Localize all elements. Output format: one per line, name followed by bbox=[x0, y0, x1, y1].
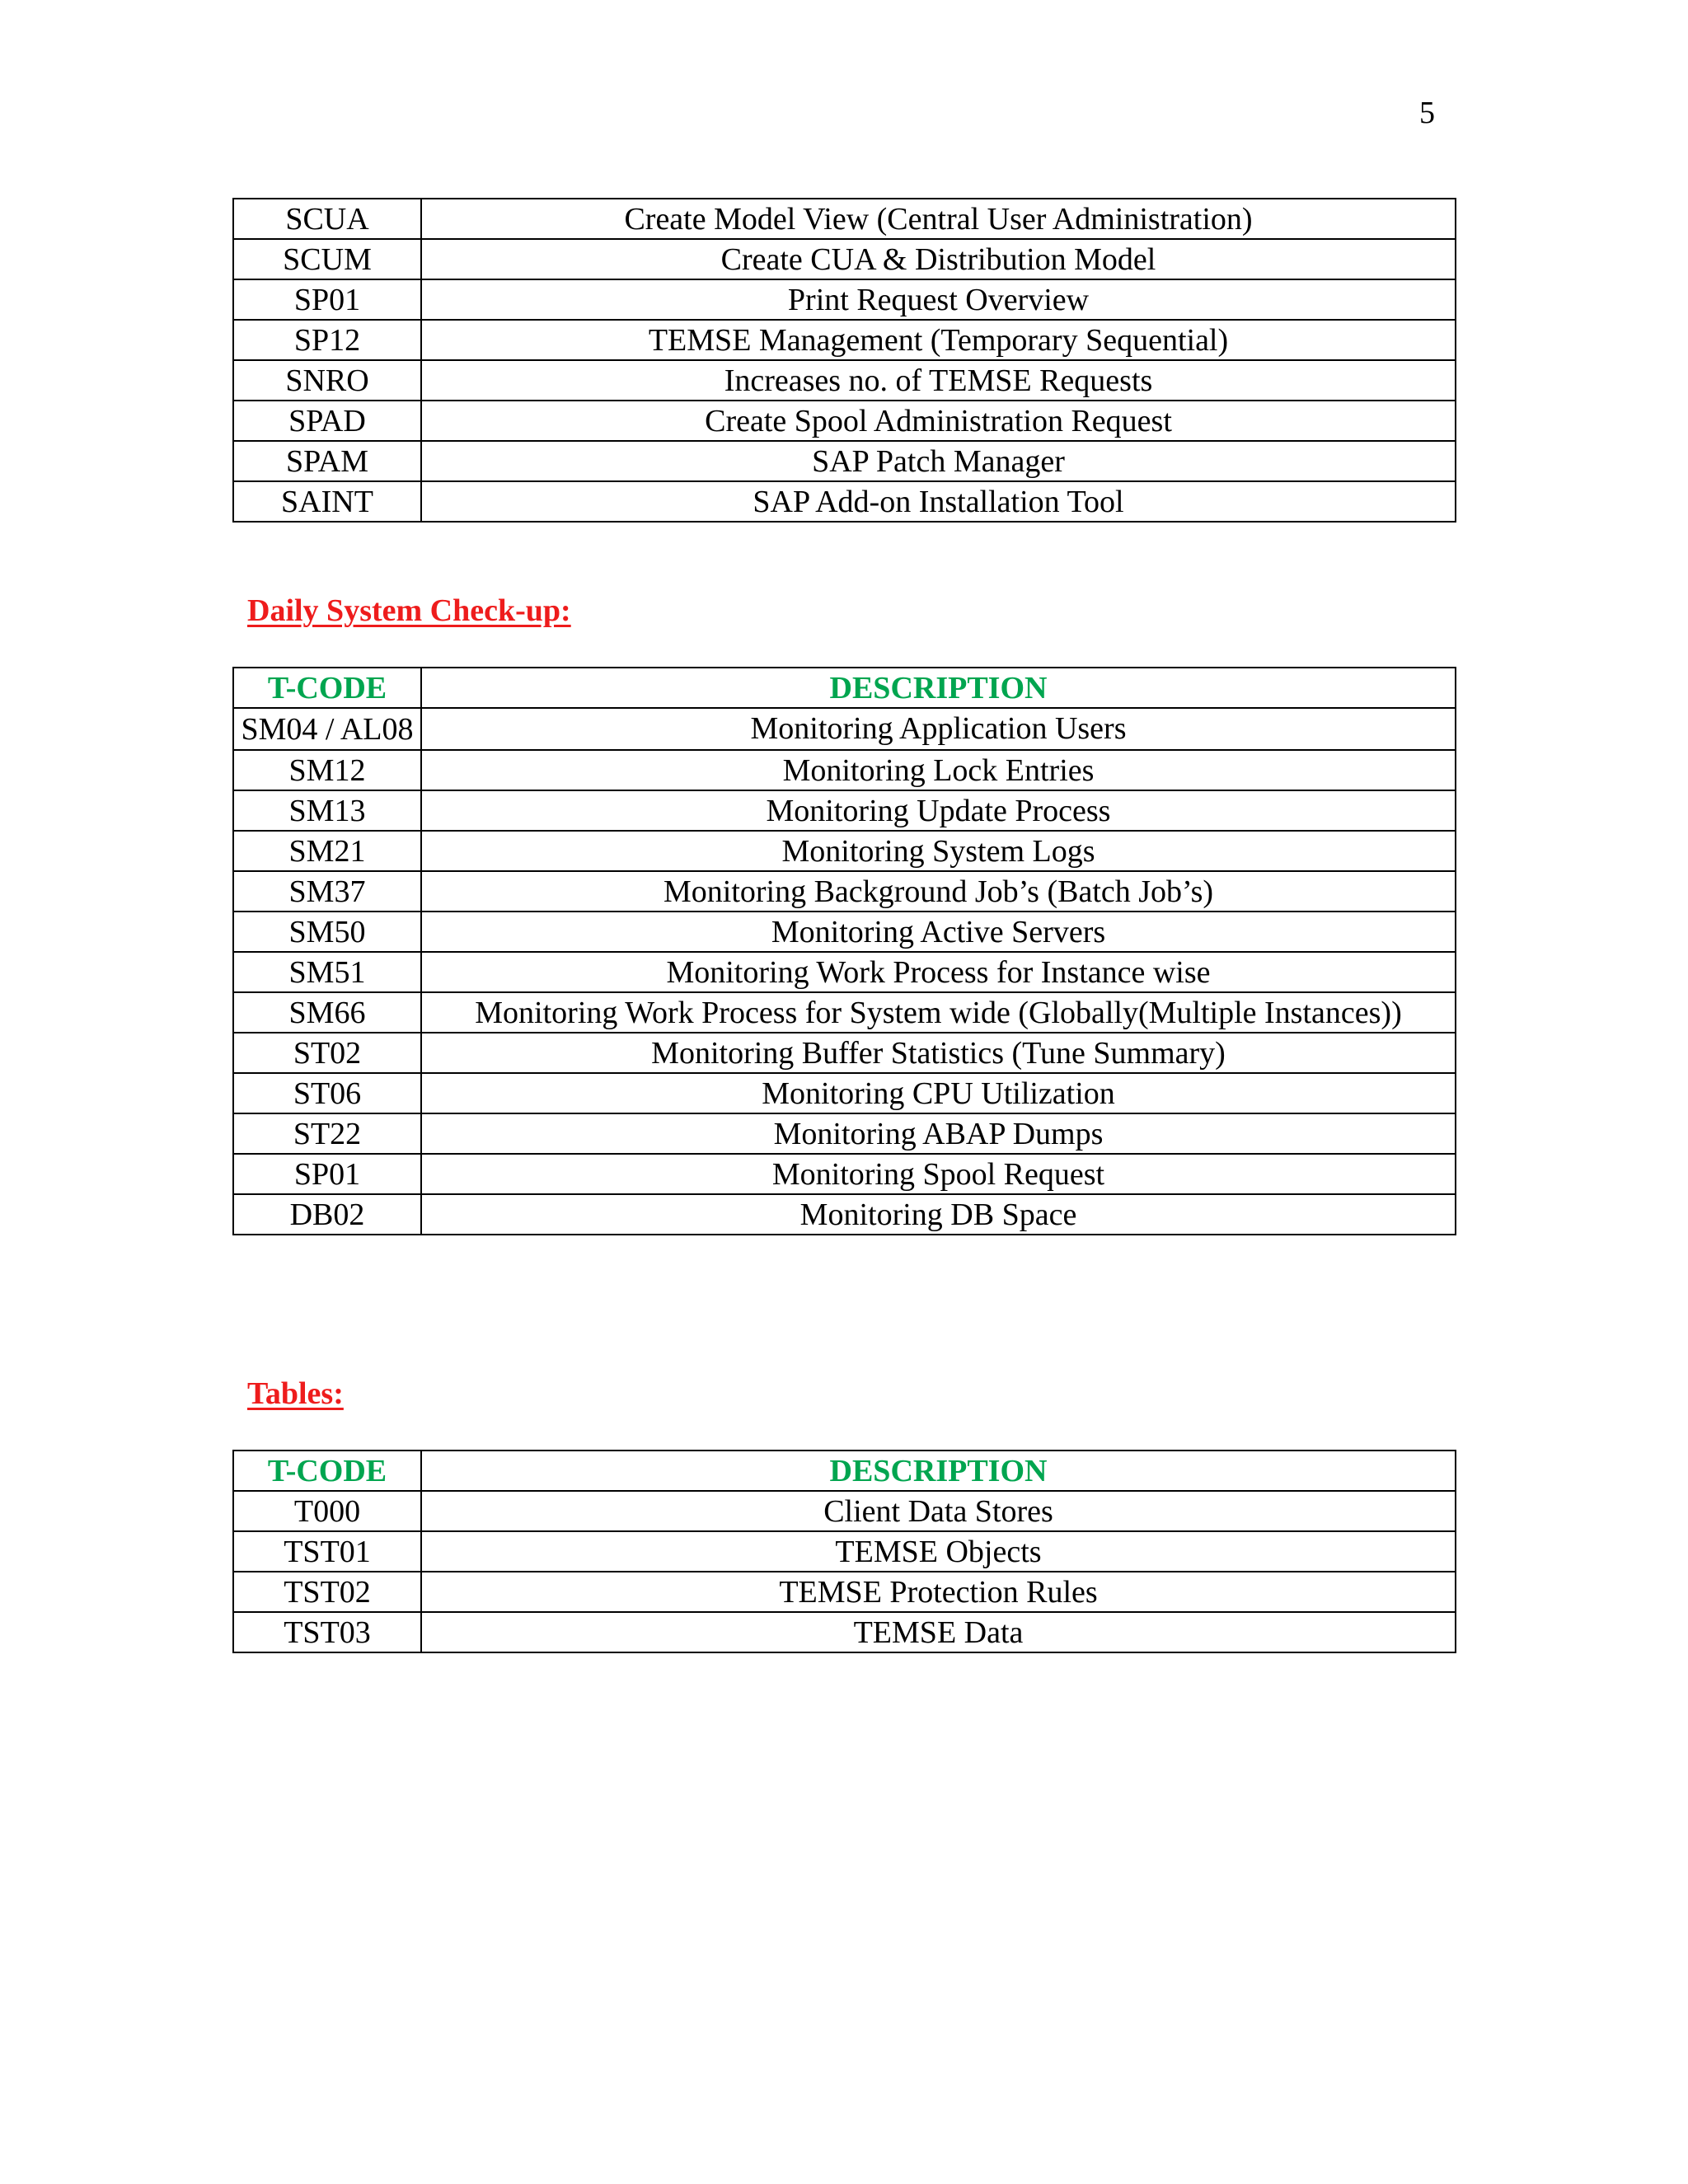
description-cell: Monitoring Spool Request bbox=[421, 1154, 1456, 1194]
table-row bbox=[233, 320, 1456, 360]
page-number: 5 bbox=[1419, 96, 1435, 130]
tcode-cell: ST06 bbox=[233, 1073, 421, 1113]
description-cell: Monitoring DB Space bbox=[421, 1194, 1456, 1235]
tcode-cell: SM37 bbox=[233, 871, 421, 912]
description-cell: Monitoring Background Job’s (Batch Job’s) bbox=[421, 871, 1456, 912]
table-row bbox=[233, 1531, 1456, 1572]
description-cell: Monitoring Lock Entries bbox=[421, 750, 1456, 790]
description-cell: Client Data Stores bbox=[421, 1491, 1456, 1531]
table-row bbox=[233, 790, 1456, 831]
tcode-cell: SCUM bbox=[233, 239, 421, 279]
table-row bbox=[233, 1033, 1456, 1073]
tcode-cell: SM51 bbox=[233, 952, 421, 992]
table-row bbox=[233, 952, 1456, 992]
tcode-cell: SAINT bbox=[233, 481, 421, 522]
description-cell: TEMSE Protection Rules bbox=[421, 1572, 1456, 1612]
description-cell: Monitoring Active Servers bbox=[421, 912, 1456, 952]
description-cell: SAP Patch Manager bbox=[421, 441, 1456, 481]
tcode-cell: TST01 bbox=[233, 1531, 421, 1572]
description-cell: Monitoring Work Process for System wide (Globally(Multiple Instances)) bbox=[421, 992, 1456, 1033]
table-row bbox=[233, 239, 1456, 279]
tcode-cell: SP01 bbox=[233, 1154, 421, 1194]
table-row bbox=[233, 401, 1456, 441]
table-row bbox=[233, 1073, 1456, 1113]
tcode-cell: SM50 bbox=[233, 912, 421, 952]
description-cell: Monitoring System Logs bbox=[421, 831, 1456, 871]
description-cell: TEMSE Objects bbox=[421, 1531, 1456, 1572]
tcode-cell: T000 bbox=[233, 1491, 421, 1531]
admin-tcode-table bbox=[232, 198, 1456, 523]
tcode-cell: SM04 / AL08 bbox=[233, 708, 421, 750]
description-cell: Monitoring Application Users bbox=[421, 708, 1456, 750]
description-cell: TEMSE Management (Temporary Sequential) bbox=[421, 320, 1456, 360]
description-cell: Monitoring CPU Utilization bbox=[421, 1073, 1456, 1113]
description-cell: SAP Add-on Installation Tool bbox=[421, 481, 1456, 522]
table-row bbox=[233, 1154, 1456, 1194]
table-row bbox=[233, 992, 1456, 1033]
tcode-cell: ST02 bbox=[233, 1033, 421, 1073]
table-row bbox=[233, 199, 1456, 239]
table-row bbox=[233, 750, 1456, 790]
description-cell: Monitoring ABAP Dumps bbox=[421, 1113, 1456, 1154]
daily-checkup-heading: Daily System Check-up: bbox=[247, 593, 571, 628]
table-row bbox=[233, 279, 1456, 320]
tcode-cell: SPAD bbox=[233, 401, 421, 441]
tcode-cell: SM13 bbox=[233, 790, 421, 831]
description-cell: Monitoring Update Process bbox=[421, 790, 1456, 831]
tcode-cell: SM21 bbox=[233, 831, 421, 871]
tcode-cell: TST03 bbox=[233, 1612, 421, 1652]
tcode-header: T-CODE bbox=[233, 668, 421, 708]
description-cell: Create Model View (Central User Administration) bbox=[421, 199, 1456, 239]
tcode-cell: SP12 bbox=[233, 320, 421, 360]
daily-checkup-table bbox=[232, 667, 1456, 1235]
table-row bbox=[233, 481, 1456, 522]
description-header: DESCRIPTION bbox=[421, 668, 1456, 708]
sap-tables-table bbox=[232, 1450, 1456, 1653]
tcode-cell: SM66 bbox=[233, 992, 421, 1033]
tcode-cell: ST22 bbox=[233, 1113, 421, 1154]
tcode-header: T-CODE bbox=[233, 1451, 421, 1491]
description-cell: Monitoring Buffer Statistics (Tune Summary) bbox=[421, 1033, 1456, 1073]
tcode-cell: DB02 bbox=[233, 1194, 421, 1235]
description-cell: Print Request Overview bbox=[421, 279, 1456, 320]
table-header-row bbox=[233, 1451, 1456, 1491]
table-row bbox=[233, 1113, 1456, 1154]
description-cell: Create CUA & Distribution Model bbox=[421, 239, 1456, 279]
tcode-cell: SM12 bbox=[233, 750, 421, 790]
tcode-cell: TST02 bbox=[233, 1572, 421, 1612]
tcode-cell: SCUA bbox=[233, 199, 421, 239]
table-row bbox=[233, 1491, 1456, 1531]
table-row bbox=[233, 831, 1456, 871]
table-row bbox=[233, 360, 1456, 401]
description-cell: Create Spool Administration Request bbox=[421, 401, 1456, 441]
table-row bbox=[233, 1612, 1456, 1652]
description-header: DESCRIPTION bbox=[421, 1451, 1456, 1491]
table-row bbox=[233, 708, 1456, 750]
table-row bbox=[233, 912, 1456, 952]
table-row bbox=[233, 871, 1456, 912]
description-cell: TEMSE Data bbox=[421, 1612, 1456, 1652]
table-header-row bbox=[233, 668, 1456, 708]
tables-heading: Tables: bbox=[247, 1376, 344, 1411]
table-row bbox=[233, 441, 1456, 481]
description-cell: Increases no. of TEMSE Requests bbox=[421, 360, 1456, 401]
table-row bbox=[233, 1572, 1456, 1612]
tcode-cell: SP01 bbox=[233, 279, 421, 320]
table-row bbox=[233, 1194, 1456, 1235]
description-cell: Monitoring Work Process for Instance wise bbox=[421, 952, 1456, 992]
tcode-cell: SNRO bbox=[233, 360, 421, 401]
tcode-cell: SPAM bbox=[233, 441, 421, 481]
